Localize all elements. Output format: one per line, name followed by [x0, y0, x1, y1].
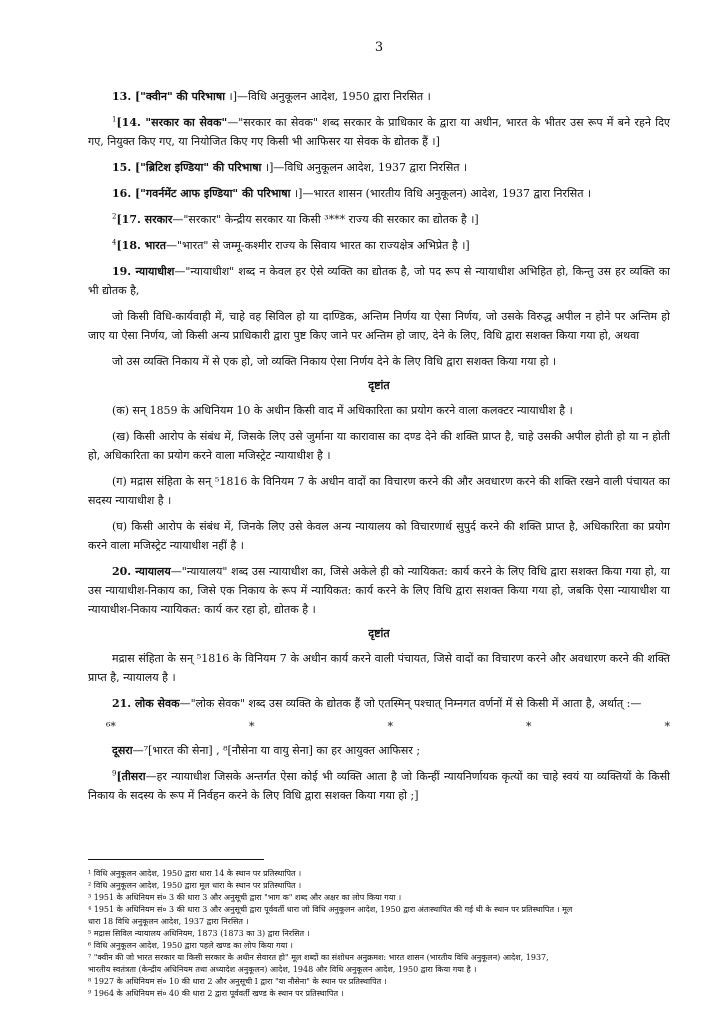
- section-text: —"भारत" से जम्मू-कश्मीर राज्य के सिवाय भारत का राज्यक्षेत्र अभिप्रेत है ।]: [166, 239, 470, 252]
- section-paragraph: [88, 262, 670, 300]
- section-text: —"सरकार का सेवक" शब्द सरकार के प्राधिकार के द्वारा या अधीन, भारत के भीतर उस रूप में बने रहने दिए गए, नियुक्त किए गए, या नियोजित किए गए किसी भी आफिसर या सेवक के द्योतक हैं ।]: [88, 116, 670, 148]
- section-title: [17. सरकार: [116, 213, 173, 226]
- section-paragraph: [88, 87, 670, 106]
- footnote: भारतीय स्वतंत्रता (केन्द्रीय अधिनियम तथा अध्यादेश अनुकूलन) आदेश, 1948 और विधि अनुकूलन आदेश, 1950 द्वारा किया गया है ।: [88, 965, 477, 974]
- section-title: [14. "सरकार का सेवक": [116, 116, 228, 129]
- star: *: [525, 720, 532, 733]
- section-paragraph: [88, 113, 670, 151]
- section-title: [18. भारत: [116, 239, 166, 252]
- section-paragraph: [88, 158, 670, 177]
- footnote: ⁴ 1951 के अधिनियम सं० 3 की धारा 3 और अनुसूची द्वारा पूर्ववर्ती धारा जो विधि अनुकूलन आदेश, 1950 द्वारा अंतःस्थापित की गई थी के स्थान पर प्रतिस्थापित । मूल: [88, 905, 573, 914]
- section-paragraph: [88, 210, 670, 229]
- footnote: ⁸ 1927 के अधिनियम सं० 10 की धारा 2 और अनुसूची I द्वारा "या नौसेना" के स्थान पर प्रतिस्थापित ।: [88, 977, 387, 986]
- section-text: ।]—विधि अनुकूलन आदेश, 1937 द्वारा निरसित ।: [261, 161, 468, 174]
- star: *: [664, 720, 670, 733]
- illustration-item: (घ) किसी आरोप के संबंध में, जिनके लिए उसे केवल अन्य न्यायालय को विचारणार्थ सुपुर्द करने की शक्ति प्राप्त है, अधिकारिता का प्रयोग करने वाला मजिस्ट्रेट न्यायाधीश नहीं है ।: [88, 520, 670, 552]
- section-text: —"सरकार" केन्द्रीय सरकार या किसी ³*** राज्य की सरकार का द्योतक है ।]: [172, 213, 479, 226]
- section-20-text: —"न्यायालय" शब्द उस न्यायाधीश का, जिसे अकेले ही को न्यायिकत: कार्य करने के लिए विधि द्वारा सशक्त किया गया हो, या उस न्यायाधीश-निकाय का, जिसे एक निकाय के रूप में न्यायिकत: कार्य करने के लिए विधि द्वारा सशक्त किया गया हो, जबकि ऐसा न्यायाधीश या न्यायाधीश-निकाय न्यायिकत: कार्य कर रहा हो, द्योतक है ।: [88, 565, 670, 616]
- section-text: —"न्यायाधीश" शब्द न केवल हर ऐसे व्यक्ति का द्योतक है, जो पद रूप से न्यायाधीश अभिहित हो, किन्तु उस हर व्यक्ति का भी द्योतक है,: [88, 265, 671, 297]
- star: ⁶*: [106, 720, 116, 733]
- footnote-ref: 9: [112, 769, 117, 778]
- illustration-item: (क) सन् 1859 के अधिनियम 10 के अधीन किसी वाद में अधिकारिता का प्रयोग करने वाला कलक्टर न्यायाधीश है ।: [112, 404, 573, 417]
- star: *: [248, 720, 255, 733]
- section-title: 19. न्यायाधीश: [112, 265, 175, 278]
- section-20: [88, 562, 670, 619]
- footnote: ⁵ मद्रास सिविल न्यायालय अधिनियम, 1873 (1873 का 3) द्वारा निरसित ।: [88, 929, 310, 938]
- illustration-item: (ग) मद्रास संहिता के सन् ⁵1816 के विनियम 7 के अधीन वादों का विचारण करने की और अवधारण करने की शक्ति रखने वाली पंचायत का सदस्य न्यायाधीश है ।: [88, 475, 670, 507]
- star: *: [387, 720, 393, 733]
- clause-third-title: [तीसरा: [116, 770, 146, 783]
- section-text: ।]—भारत शासन (भारतीय विधि अनुकूलन) आदेश, 1937 द्वारा निरसित ।: [290, 187, 592, 200]
- page-number: 3: [374, 40, 384, 55]
- clause-third: [88, 767, 670, 805]
- section-21-text: —"लोक सेवक" शब्द उस व्यक्ति के द्योतक हैं जो एतस्मिन् पश्चात् निम्नगत वर्णनों में से किसी में आता है, अर्थात् :—: [179, 697, 642, 710]
- footnote: ⁹ 1964 के अधिनियम सं० 40 की धारा 2 द्वारा पूर्ववर्ती खण्ड के स्थान पर प्रतिस्थापित ।: [88, 989, 344, 998]
- section-text: जो उस व्यक्ति निकाय में से एक हो, जो व्यक्ति निकाय ऐसा निर्णय देने के लिए विधि द्वारा सशक्त किया गया हो ।: [112, 355, 557, 368]
- section-paragraph: [88, 236, 670, 255]
- footnote: ³ 1951 के अधिनियम सं० 3 की धारा 3 और अनुसूची द्वारा "भाग क" शब्द और अक्षर का लोप किया गया ।: [88, 893, 402, 902]
- footnote-ref: 4: [112, 238, 117, 247]
- section-paragraph: [88, 352, 670, 371]
- section-number: 16: [112, 187, 128, 200]
- section-20-title: 20. न्यायालय: [112, 565, 171, 578]
- section-21-title: 21. लोक सेवक: [112, 697, 180, 710]
- clause-second-title: दूसरा: [112, 744, 133, 757]
- illustration-item: (ख) किसी आरोप के संबंध में, जिसके लिए उसे जुर्माना या कारावास का दण्ड देने की शक्ति प्राप्त है, चाहे उसकी अपील होती हो या न होती हो, अधिकारिता का प्रयोग करने वाला मजिस्ट्रेट न्यायाधीश है ।: [88, 430, 670, 462]
- footnote-divider: [88, 859, 264, 860]
- footnotes: [88, 868, 670, 1000]
- section-title: . ["ब्रिटिश इण्डिया" की परिभाषा: [127, 161, 262, 174]
- footnote: धारा 18 विधि अनुकूलन आदेश, 1937 द्वारा निरसित ।: [88, 917, 249, 926]
- footnote: ⁶ विधि अनुकूलन आदेश, 1950 द्वारा पहले खण्ड का लोप किया गया ।: [88, 941, 293, 950]
- section-number: 15: [112, 161, 128, 174]
- clause-second-text: —⁷[भारत की सेना] , ⁸[नौसेना या वायु सेना] का हर आयुक्त आफिसर ;: [132, 744, 421, 757]
- footnote-ref: 2: [112, 212, 117, 221]
- illustrations-heading: दृष्टांत: [368, 379, 390, 392]
- document-page: [88, 40, 670, 1000]
- illustrations-heading-2: दृष्टांत: [368, 627, 390, 640]
- body-paragraphs: [88, 87, 670, 371]
- section-paragraph: [88, 307, 670, 345]
- footnote: ² विधि अनुकूलन आदेश, 1950 द्वारा मूल धारा के स्थान पर प्रतिस्थापित ।: [88, 881, 302, 890]
- section-text: ।]—विधि अनुकूलन आदेश, 1950 द्वारा निरसित ।: [225, 90, 431, 103]
- section-title: . ["क्वीन" की परिभाषा: [127, 90, 226, 103]
- illustration-20: मद्रास संहिता के सन् ⁵1816 के विनियम 7 के अधीन कार्य करने वाली पंचायत, जिसे वादों का विचारण करने और अवधारण करने की शक्ति प्राप्त है, न्यायालय है ।: [88, 652, 670, 684]
- section-paragraph: [88, 184, 670, 203]
- section-text: जो किसी विधि-कार्यवाही में, चाहे वह सिविल हो या दाण्डिक, अन्तिम निर्णय या ऐसा निर्णय, जो उसके विरुद्ध अपील न होने पर अन्तिम हो जाए या ऐसा निर्णय, जो किसी अन्य प्राधिकारी द्वारा पुष्ट किए जाने पर अन्तिम हो जाए, देने के लिए, विधि द्वारा सशक्त किया गया हो, अथवा: [88, 310, 670, 342]
- section-title: . ["गवर्नमेंट आफ इण्डिया" की परिभाषा: [127, 187, 291, 200]
- clause-second: [88, 741, 670, 760]
- illustrations-list: [88, 401, 670, 555]
- footnote: ¹ विधि अनुकूलन आदेश, 1950 द्वारा धारा 14 के स्थान पर प्रतिस्थापित ।: [88, 869, 302, 878]
- footnote-ref: 1: [112, 115, 117, 124]
- clause-third-text: —हर न्यायाधीश जिसके अन्तर्गत ऐसा कोई भी व्यक्ति आता है जो किन्हीं न्यायनिर्णायक कृत्यों का चाहे स्वयं या व्यक्तियों के किसी निकाय के सदस्य के रूप में निर्वहन करने के लिए विधि द्वारा सशक्त किया गया हो ;]: [88, 770, 670, 802]
- footnote: ⁷ "क्वीन की जो भारत सरकार या किसी सरकार के अधीन सेवारत हो" मूल शब्दों का संशोधन अनुक्रमश: भारत शासन (भारतीय विधि अनुकूलन) आदेश, 1937,: [88, 953, 549, 962]
- section-21: [88, 694, 670, 713]
- section-number: 13: [112, 90, 128, 103]
- omitted-clause-stars: [106, 720, 670, 733]
